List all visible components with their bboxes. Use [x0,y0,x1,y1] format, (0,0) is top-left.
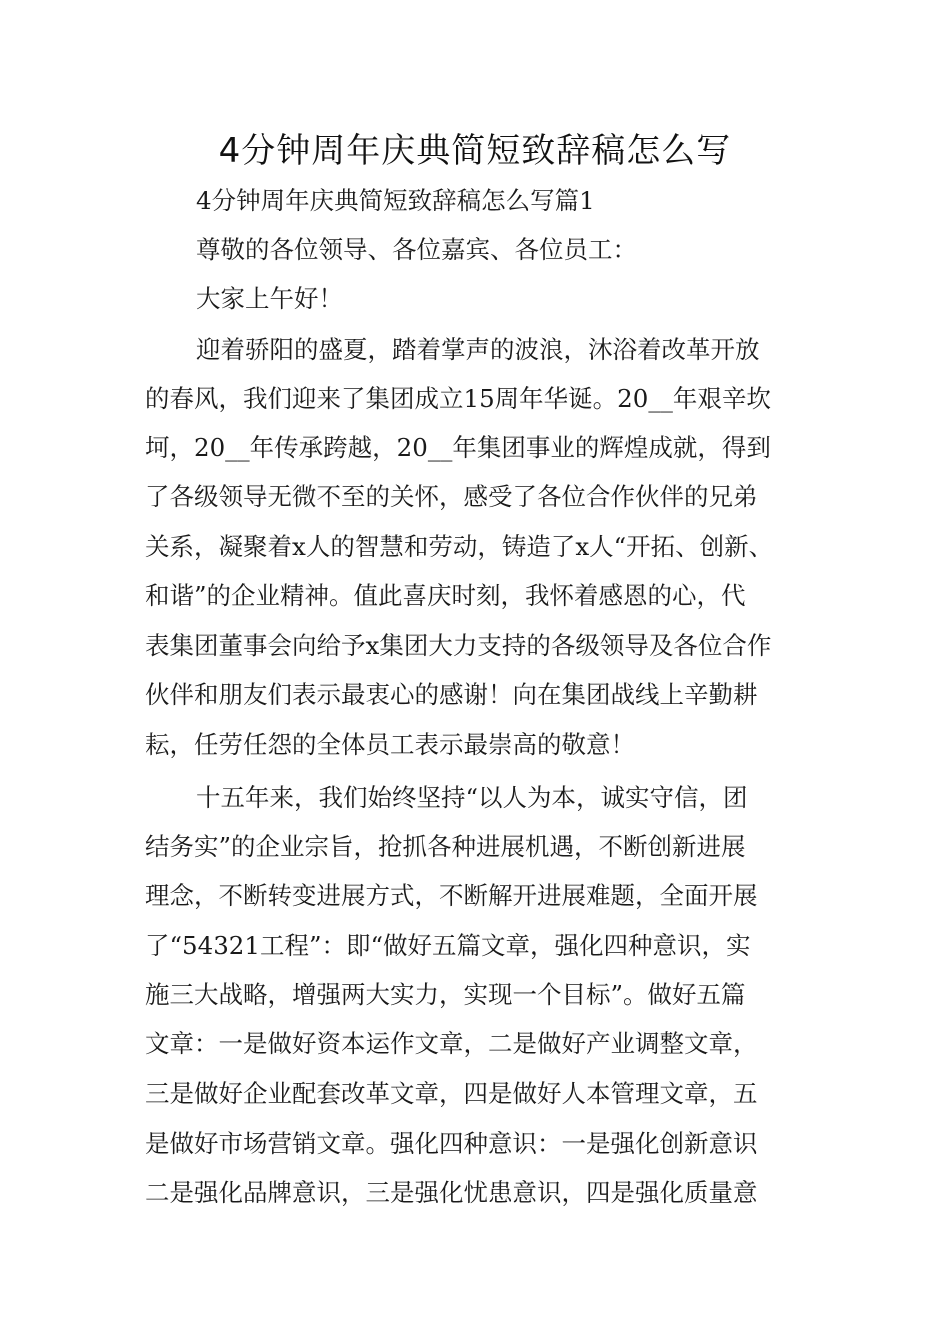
paragraph-line: 坷，20__年传承跨越，20__年集团事业的辉煌成就，得到 [145,433,771,462]
paragraph-line: 的春风，我们迎来了集团成立15周年华诞。20__年艰辛坎 [145,384,771,413]
paragraph-line: 耘，任劳任怨的全体员工表示最崇高的敬意！ [145,730,635,759]
paragraph-line: 十五年来，我们始终坚持“以人为本，诚实守信，团 [196,783,748,812]
greeting: 大家上午好！ [196,284,343,313]
paragraph-line: 伙伴和朋友们表示最衷心的感谢！向在集团战线上辛勤耕 [145,680,758,709]
paragraph-line: 三是做好企业配套改革文章，四是做好人本管理文章，五 [145,1079,758,1108]
paragraph-line: 迎着骄阳的盛夏，踏着掌声的波浪，沐浴着改革开放 [196,335,760,364]
paragraph-line: 表集团董事会向给予x集团大力支持的各级领导及各位合作 [145,631,772,660]
paragraph-line: 和谐”的企业精神。值此喜庆时刻，我怀着感恩的心，代 [145,581,746,610]
paragraph-line: 施三大战略，增强两大实力，实现一个目标”。做好五篇 [145,980,746,1009]
document-title: 4分钟周年庆典简短致辞稿怎么写 [218,131,732,171]
paragraph-line: 了各级领导无微不至的关怀，感受了各位合作伙伴的兄弟 [145,482,758,511]
paragraph-line: 理念，不断转变进展方式，不断解开进展难题，全面开展 [145,881,758,910]
paragraph-line: 关系，凝聚着x人的智慧和劳动，铸造了x人“开拓、创新、 [145,532,774,561]
paragraph-line: 结务实”的企业宗旨，抢抓各种进展机遇，不断创新进展 [145,832,746,861]
paragraph-line: 二是强化品牌意识，三是强化忧患意识，四是强化质量意 [145,1178,758,1207]
salutation: 尊敬的各位领导、各位嘉宾、各位员工： [196,235,637,264]
paragraph-line: 文章：一是做好资本运作文章，二是做好产业调整文章， [145,1029,758,1058]
section-heading: 4分钟周年庆典简短致辞稿怎么写篇1 [196,186,595,215]
paragraph-line: 了“54321工程”：即“做好五篇文章，强化四种意识，实 [145,931,751,960]
paragraph-line: 是做好市场营销文章。强化四种意识：一是强化创新意识 [145,1129,758,1158]
